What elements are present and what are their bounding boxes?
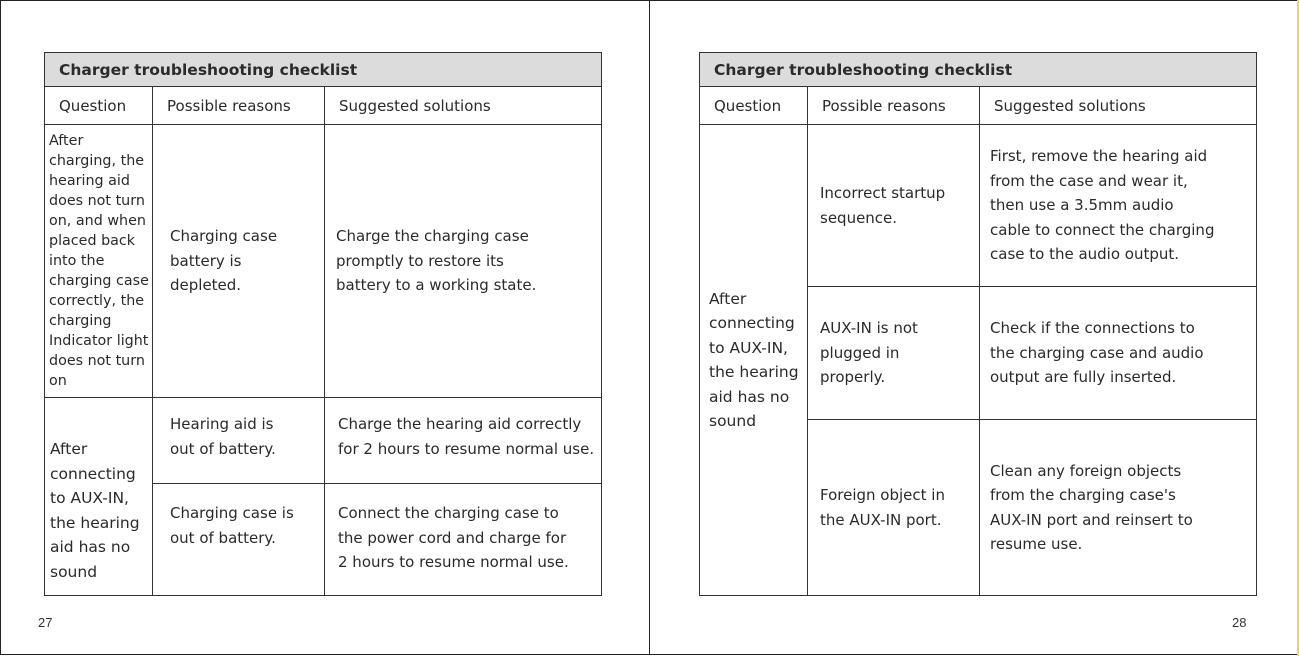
solution-cell: Check if the connections to the charging case and audio output are fully inserted. <box>980 287 1257 420</box>
header-possible-reasons: Possible reasons <box>153 87 325 125</box>
table-row <box>700 125 1257 287</box>
reason-cell: Hearing aid is out of battery. <box>153 398 325 484</box>
solution-cell: First, remove the hearing aid from the case and wear it, then use a 3.5mm audio cable to connect the charging case to the audio output. <box>980 125 1257 287</box>
solution-cell: Clean any foreign objects from the charging case's AUX-IN port and reinsert to resume use. <box>980 420 1257 596</box>
table-row <box>45 125 602 398</box>
page-number: 28 <box>1232 615 1247 630</box>
reason-cell: Incorrect startup sequence. <box>808 125 980 287</box>
table-title: Charger troubleshooting checklist <box>45 53 602 87</box>
table-title: Charger troubleshooting checklist <box>700 53 1257 87</box>
question-cell: After connecting to AUX-IN, the hearing aid has no sound <box>45 398 153 596</box>
question-cell: After connecting to AUX-IN, the hearing aid has no sound <box>700 125 808 596</box>
left-page <box>0 0 650 655</box>
troubleshooting-table-right <box>699 52 1257 596</box>
reason-cell: Foreign object in the AUX-IN port. <box>808 420 980 596</box>
right-page <box>649 0 1299 655</box>
reason-cell: AUX-IN is not plugged in properly. <box>808 287 980 420</box>
solution-cell: Charge the charging case promptly to restore its battery to a working state. <box>325 125 602 398</box>
page-number: 27 <box>38 615 53 630</box>
header-possible-reasons: Possible reasons <box>808 87 980 125</box>
troubleshooting-table-left <box>44 52 602 596</box>
reason-cell: Charging case battery is depleted. <box>153 125 325 398</box>
solution-cell: Charge the hearing aid correctly for 2 hours to resume normal use. <box>325 398 602 484</box>
reason-cell: Charging case is out of battery. <box>153 484 325 596</box>
header-suggested-solutions: Suggested solutions <box>980 87 1257 125</box>
header-suggested-solutions: Suggested solutions <box>325 87 602 125</box>
header-question: Question <box>45 87 153 125</box>
table-row <box>45 398 602 484</box>
header-question: Question <box>700 87 808 125</box>
solution-cell: Connect the charging case to the power cord and charge for 2 hours to resume normal use. <box>325 484 602 596</box>
question-cell: After charging, the hearing aid does not turn on, and when placed back into the charging case correctly, the charging Indicator light does not turn on <box>45 125 153 398</box>
